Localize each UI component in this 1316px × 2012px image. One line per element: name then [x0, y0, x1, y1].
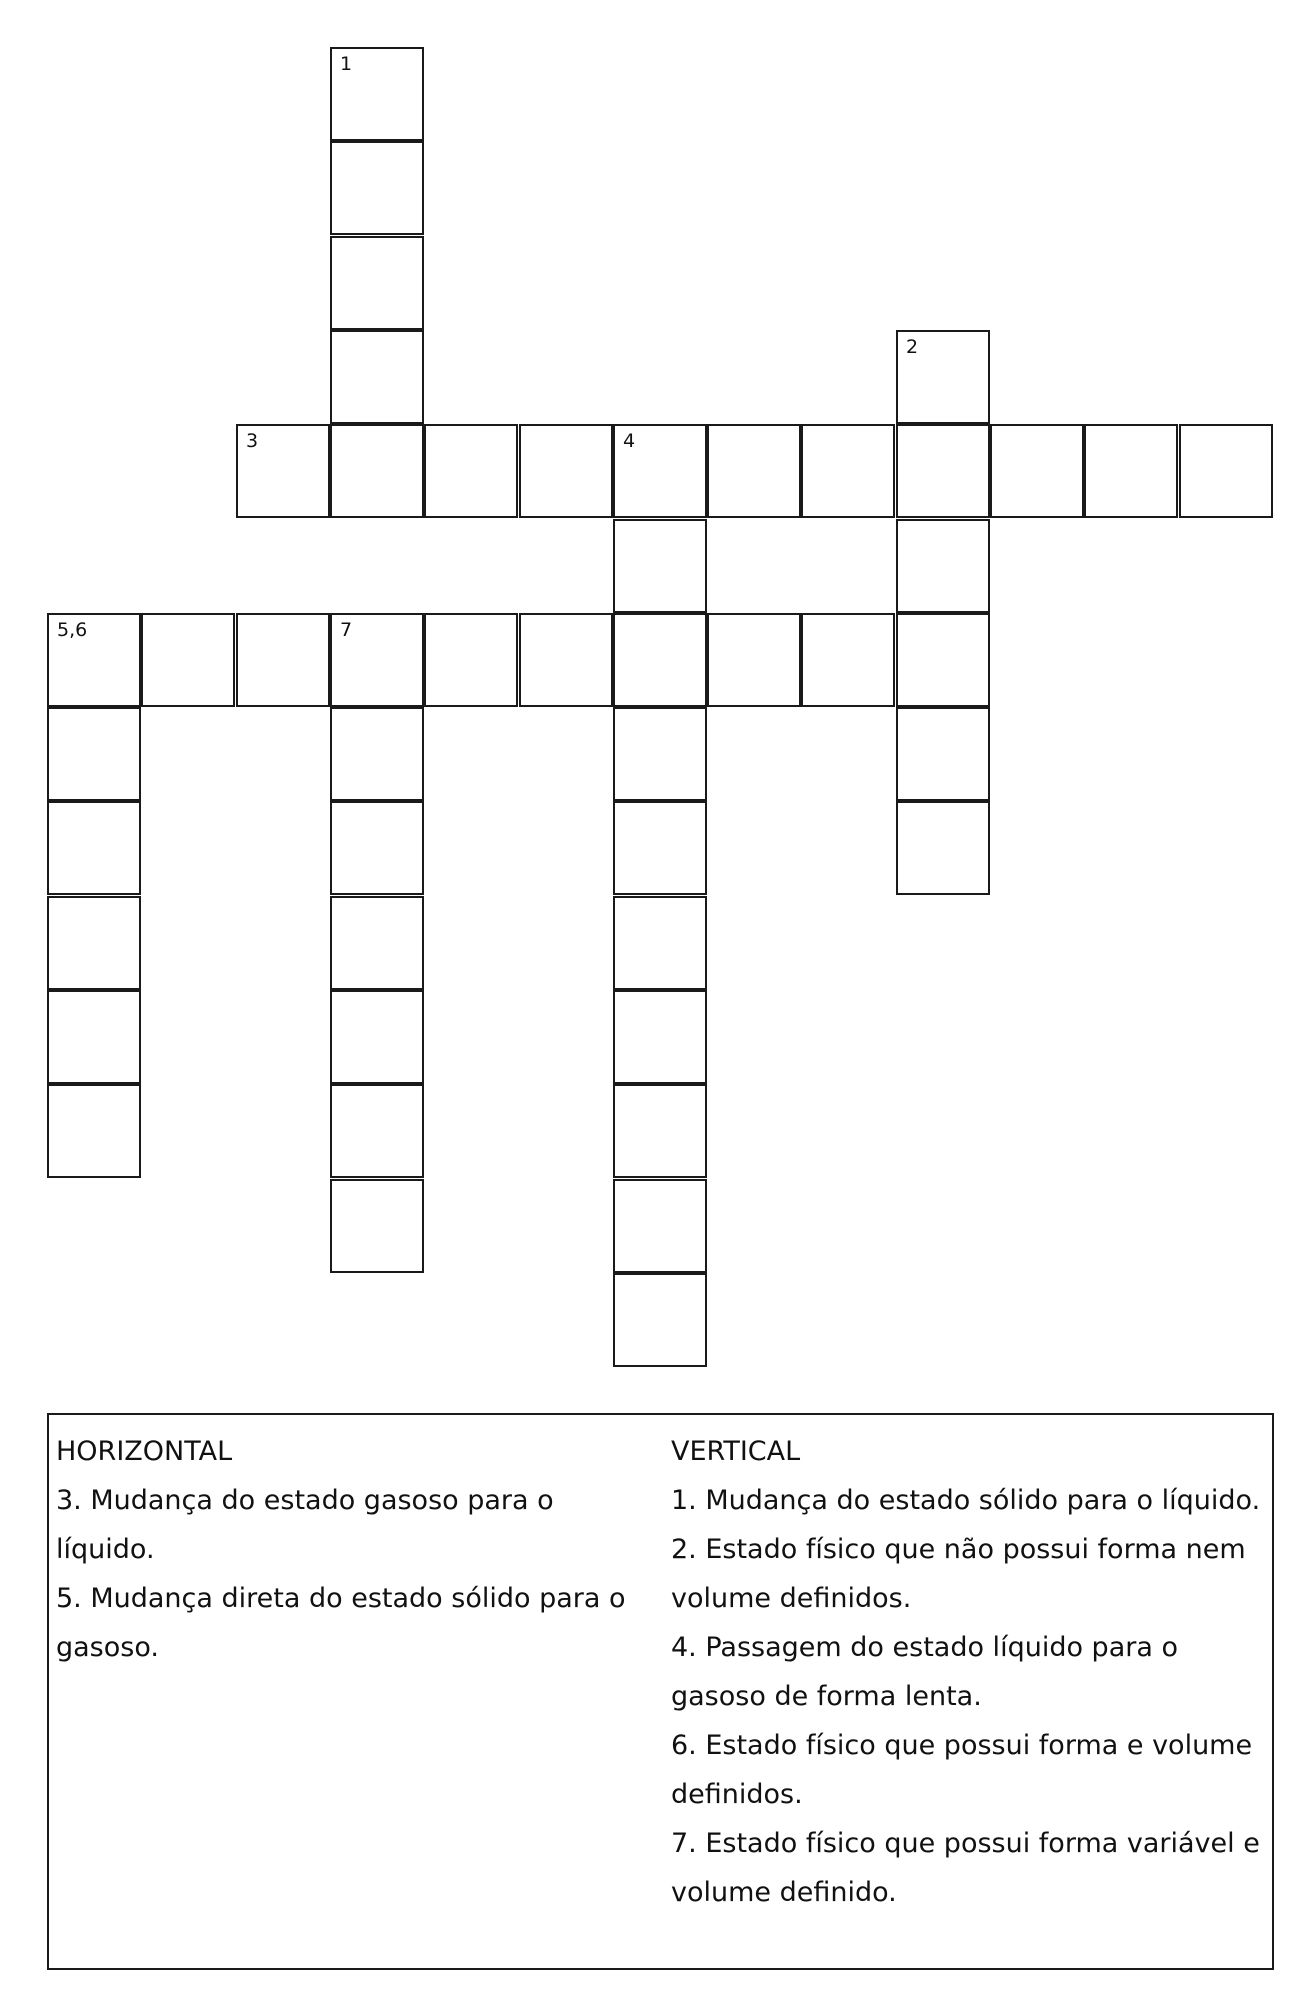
crossword-cell[interactable]	[613, 990, 707, 1084]
crossword-cell[interactable]	[330, 707, 424, 801]
crossword-cell[interactable]	[896, 801, 990, 895]
crossword-cell[interactable]	[330, 613, 424, 707]
crossword-cell[interactable]	[424, 613, 518, 707]
clue-box	[47, 1413, 1274, 1970]
clue-line: 4. Passagem do estado líquido para o	[671, 1632, 1178, 1663]
crossword-cell[interactable]	[47, 801, 141, 895]
clue-line: definidos.	[671, 1779, 803, 1810]
crossword-cell[interactable]	[47, 707, 141, 801]
crossword-cell[interactable]	[896, 424, 990, 518]
crossword-cell[interactable]	[330, 424, 424, 518]
crossword-cell[interactable]	[47, 896, 141, 990]
crossword-cell[interactable]	[613, 424, 707, 518]
clue-line: 7. Estado físico que possui forma variável e	[671, 1828, 1260, 1859]
crossword-cell[interactable]	[896, 330, 990, 424]
crossword-cell[interactable]	[330, 141, 424, 235]
crossword-cell[interactable]	[141, 613, 235, 707]
crossword-cell[interactable]	[613, 519, 707, 613]
crossword-cell[interactable]	[330, 330, 424, 424]
crossword-cell[interactable]	[613, 707, 707, 801]
crossword-cell[interactable]	[1179, 424, 1273, 518]
crossword-cell[interactable]	[519, 613, 613, 707]
crossword-cell[interactable]	[896, 519, 990, 613]
clue-line: gasoso de forma lenta.	[671, 1681, 982, 1712]
crossword-cell[interactable]	[613, 1273, 707, 1367]
clue-line: volume definido.	[671, 1877, 897, 1908]
horizontal-clues	[56, 1427, 656, 1672]
clue-line: 2. Estado físico que não possui forma nem	[671, 1534, 1246, 1565]
crossword-cell[interactable]	[613, 896, 707, 990]
crossword-cell[interactable]	[896, 613, 990, 707]
clue-line: 6. Estado físico que possui forma e volume	[671, 1730, 1253, 1761]
clue-number: 3	[246, 430, 259, 452]
clue-number: 7	[340, 619, 353, 641]
crossword-cell[interactable]	[330, 1179, 424, 1273]
crossword-cell[interactable]	[801, 613, 895, 707]
clue-line: 1. Mudança do estado sólido para o líquido.	[671, 1485, 1261, 1516]
crossword-cell[interactable]	[236, 613, 330, 707]
clue-number: 1	[340, 53, 353, 75]
crossword-cell[interactable]	[519, 424, 613, 518]
horizontal-heading: HORIZONTAL	[56, 1436, 233, 1467]
vertical-heading: VERTICAL	[671, 1436, 801, 1467]
vertical-clues	[671, 1427, 1271, 1917]
crossword-cell[interactable]	[47, 1084, 141, 1178]
clue-number: 2	[906, 336, 919, 358]
clue-line: volume definidos.	[671, 1583, 912, 1614]
crossword-cell[interactable]	[330, 896, 424, 990]
crossword-cell[interactable]	[424, 424, 518, 518]
clue-number: 5,6	[57, 619, 88, 641]
crossword-cell[interactable]	[330, 801, 424, 895]
clue-line: líquido.	[56, 1534, 155, 1565]
crossword-cell[interactable]	[613, 1179, 707, 1273]
crossword-cell[interactable]	[613, 801, 707, 895]
crossword-cell[interactable]	[330, 236, 424, 330]
crossword-cell[interactable]	[330, 990, 424, 1084]
crossword-cell[interactable]	[613, 613, 707, 707]
crossword-cell[interactable]	[707, 424, 801, 518]
crossword-cell[interactable]	[47, 990, 141, 1084]
crossword-cell[interactable]	[236, 424, 330, 518]
crossword-cell[interactable]	[990, 424, 1084, 518]
clue-number: 4	[623, 430, 636, 452]
clue-line: 3. Mudança do estado gasoso para o	[56, 1485, 554, 1516]
crossword-cell[interactable]	[707, 613, 801, 707]
crossword-cell[interactable]	[896, 707, 990, 801]
crossword-cell[interactable]	[1084, 424, 1178, 518]
clue-line: 5. Mudança direta do estado sólido para o	[56, 1583, 626, 1614]
crossword-cell[interactable]	[330, 47, 424, 141]
crossword-cell[interactable]	[801, 424, 895, 518]
crossword-cell[interactable]	[47, 613, 141, 707]
crossword-cell[interactable]	[330, 1084, 424, 1178]
clue-line: gasoso.	[56, 1632, 159, 1663]
crossword-cell[interactable]	[613, 1084, 707, 1178]
